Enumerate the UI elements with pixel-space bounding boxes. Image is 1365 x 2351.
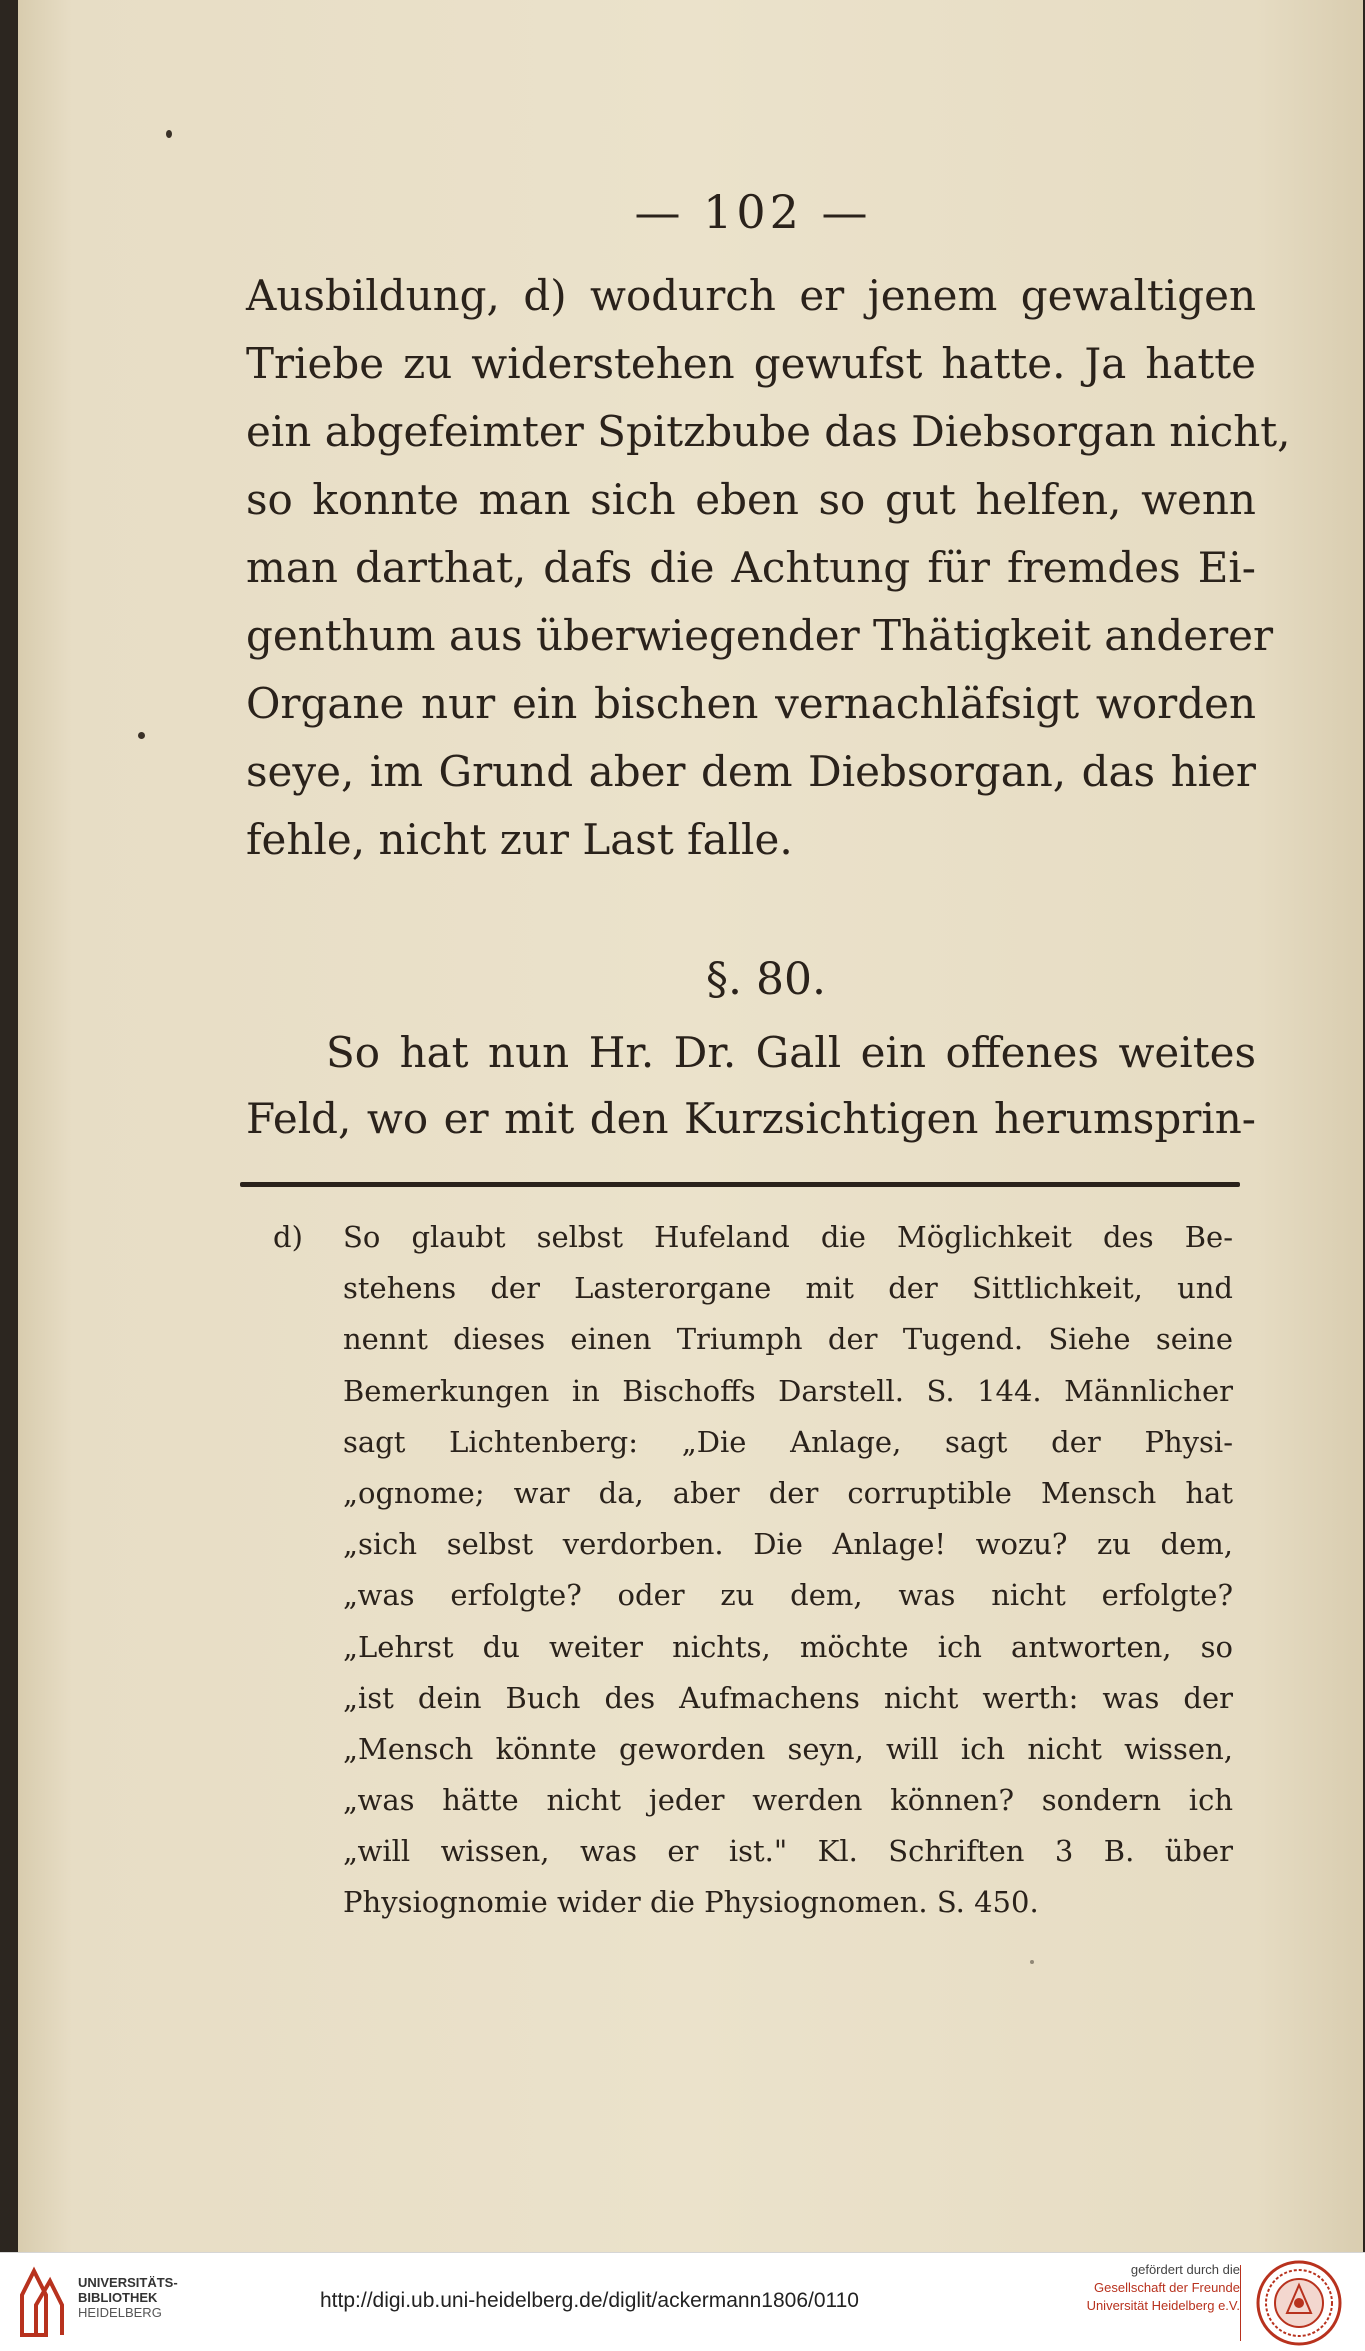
text-line: Feld, wo er mit den Kurzsichtigen herumsprin-	[246, 1094, 1256, 1143]
footnote-line-text: So glaubt selbst Hufeland die Möglichkeit des Be-	[343, 1220, 1233, 1254]
library-name-line: HEIDELBERG	[78, 2305, 162, 2320]
footnote-line: sagt Lichtenberg: „Die Anlage, sagt der Physi-	[343, 1424, 1233, 1459]
text-line: genthum aus überwiegender Thätigkeit anderer	[246, 611, 1274, 660]
footnote-line: „Lehrst du weiter nichts, möchte ich antworten, so	[343, 1629, 1233, 1664]
footnote-line: „was erfolgte? oder zu dem, was nicht erfolgte?	[343, 1578, 1233, 1613]
library-name-line: UNIVERSITÄTS-	[78, 2275, 178, 2290]
section-text	[246, 1020, 1256, 1152]
footnote-line: „sich selbst verdorben. Die Anlage! wozu? zu dem,	[343, 1527, 1233, 1562]
ink-speck	[1030, 1960, 1034, 1964]
footnote-line: Bemerkungen in Bischoffs Darstell. S. 144. Männlicher	[343, 1373, 1233, 1408]
footnote-line: „ognome; war da, aber der corruptible Mensch hat	[343, 1475, 1233, 1510]
sponsor-name: Gesellschaft der Freunde	[1094, 2280, 1240, 2295]
text-line: seye, im Grund aber dem Diebsorgan, das hier	[246, 747, 1256, 796]
library-name	[78, 2275, 218, 2320]
footnote-line: „will wissen, was er ist." Kl. Schriften 3 B. über	[343, 1834, 1233, 1869]
ink-speck	[138, 732, 145, 739]
text-line: ein abgefeimter Spitzbube das Diebsorgan nicht,	[246, 407, 1291, 456]
text-line: so konnte man sich eben so gut helfen, wenn	[246, 475, 1256, 524]
sponsor-block	[1020, 2261, 1240, 2315]
footnote-line: nennt dieses einen Triumph der Tugend. Siehe seine	[343, 1322, 1233, 1357]
footer-bar	[0, 2252, 1365, 2351]
footnote-line: Physiognomie wider die Physiognomen. S. 450.	[343, 1885, 1039, 1920]
sponsor-name: Universität Heidelberg e.V.	[1086, 2298, 1240, 2313]
text-line: Triebe zu widerstehen gewufst hatte. Ja hatte	[246, 339, 1256, 388]
text-line: fehle, nicht zur Last falle.	[246, 815, 793, 864]
footnote-line: „Mensch könnte geworden seyn, will ich nicht wissen,	[343, 1731, 1233, 1766]
text-line: Organe nur ein bischen vernachläfsigt worden	[246, 679, 1256, 728]
ink-speck	[166, 130, 172, 138]
footnote-line: „was hätte nicht jeder werden können? sondern ich	[343, 1783, 1233, 1818]
book-page	[18, 0, 1363, 2252]
footnote-line	[273, 1212, 1233, 1263]
library-name-line: BIBLIOTHEK	[78, 2290, 158, 2305]
footnote-rule	[240, 1182, 1240, 1187]
permalink-url[interactable]: http://digi.ub.uni-heidelberg.de/diglit/ackermann1806/0110	[320, 2289, 859, 2312]
section-heading: §. 80.	[706, 954, 826, 1005]
page-number: — 102 —	[634, 185, 872, 239]
university-seal-icon	[1255, 2259, 1343, 2347]
text-line: Ausbildung, d) wodurch er jenem gewaltigen	[246, 271, 1256, 320]
text-line: So hat nun Hr. Dr. Gall ein offenes weites	[326, 1028, 1256, 1077]
sponsor-intro: gefördert durch die	[1130, 2262, 1240, 2277]
footnote-line: „ist dein Buch des Aufmachens nicht werth: was der	[343, 1680, 1233, 1715]
footnote-line: stehens der Lasterorgane mit der Sittlichkeit, und	[343, 1271, 1233, 1306]
text-line: man darthat, dafs die Achtung für fremdes Ei-	[246, 543, 1256, 592]
footnote	[273, 1212, 1233, 1929]
library-logo-icon	[16, 2265, 68, 2339]
footer-divider	[1240, 2265, 1241, 2341]
main-text	[246, 262, 1291, 874]
footnote-marker: d)	[273, 1220, 303, 1254]
